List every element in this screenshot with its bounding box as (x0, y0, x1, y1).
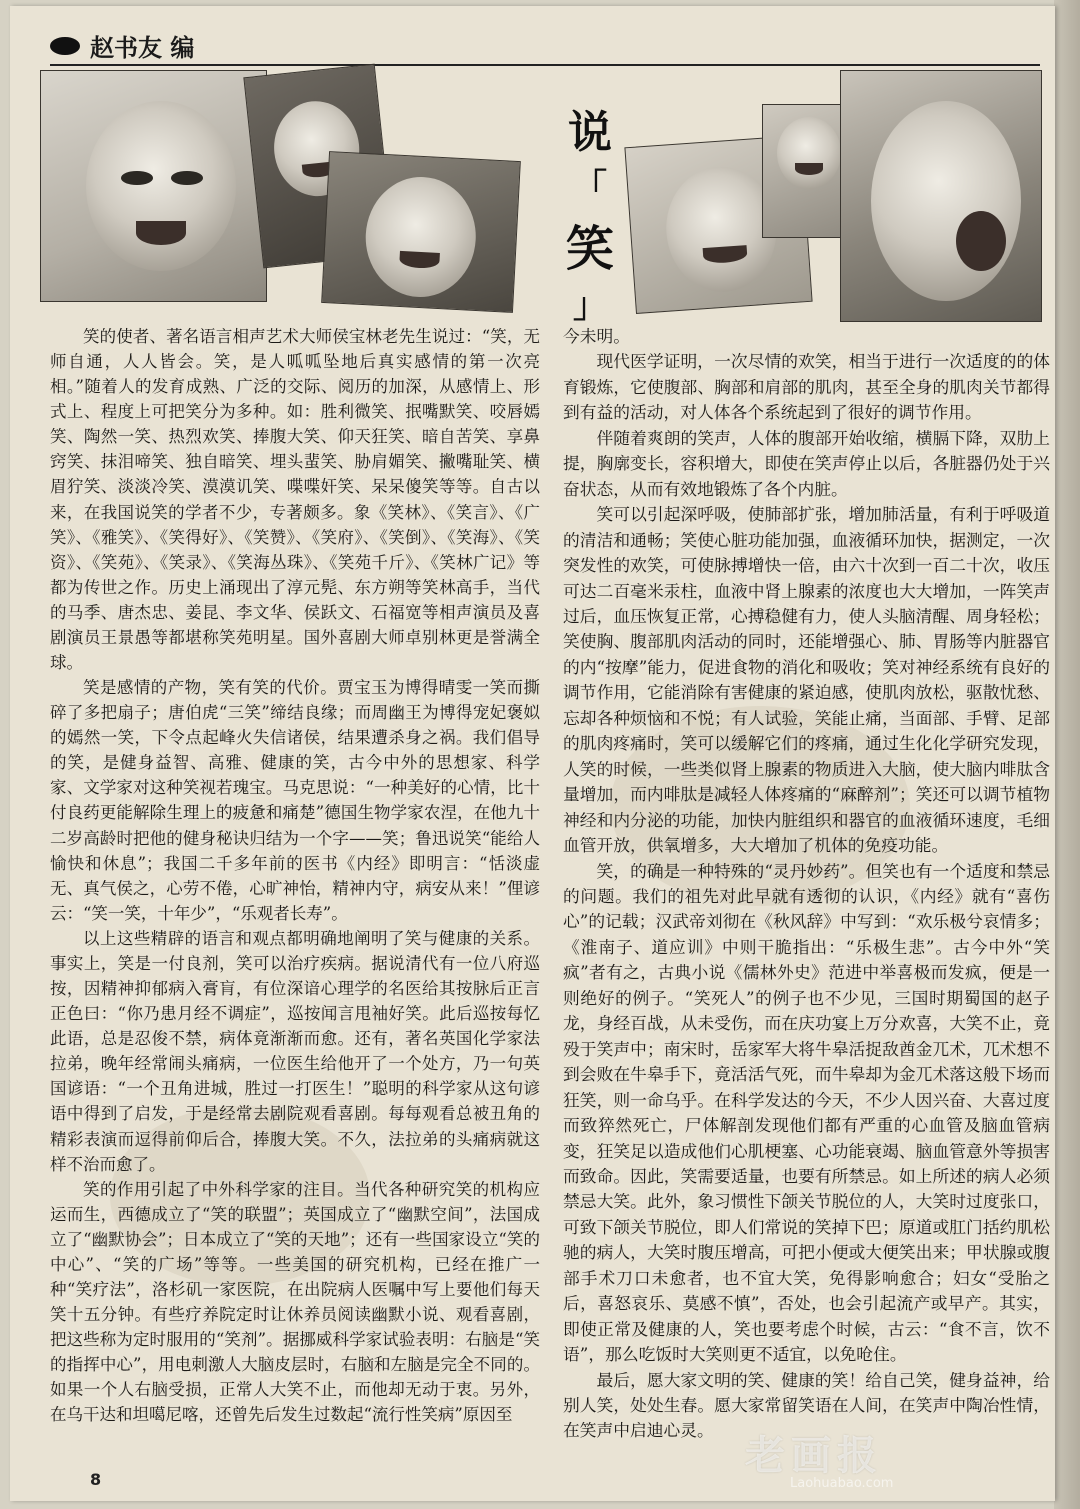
paragraph: 以上这些精辟的语言和观点都明确地阐明了笑与健康的关系。事实上，笑是一付良剂，笑可以治疗疾病。据说清代有一位八府巡按，因精神抑郁病入膏肓，有位深谙心理学的名医给其按脉后正言正色曰：“你乃患月经不调症”，巡按闻言甩袖好笑。此后巡按每忆此语，总是忍俊不禁，病体竟渐渐而愈。还有，著名英国化学家法拉弟，晚年经常闹头痛病，一位医生给他开了一个处方，乃一句英国谚语：“一个丑角进城，胜过一打医生！”聪明的科学家从这句谚语中得到了启发，于是经常去剧院观看喜剧。每每观看总被丑角的精彩表演而逗得前仰后合，捧腹大笑。不久，法拉弟的头痛病就这样不治而愈了。 (50, 928, 540, 1174)
paragraph: 现代医学证明，一次尽情的欢笑，相当于进行一次适度的的体育锻炼，它使腹部、胸部和肩部的肌肉，甚至全身的肌肉关节都得到有益的活动，对人体各个系统起到了很好的调节作用。 (563, 351, 1050, 423)
title-open-bracket: 「 (573, 167, 607, 207)
open-mouth-laugh-photo (840, 70, 1042, 322)
page-edge (1054, 0, 1080, 1509)
article-column-right (563, 324, 1050, 1444)
paragraph: 笑的作用引起了中外科学家的注目。当代各种研究笑的机构应运而生，西德成立了“笑的联盟”；英国成立了“幽默空间”，法国成立了“幽默协会”；日本成立了“笑的天地”；还有一些国家设立“笑的中心”、“笑的广场”等等。一些美国的研究机构，已经在推广一种“笑疗法”，洛杉矶一家医院，在出院病人医嘱中写上要他们每天笑十五分钟。有些疗养院定时让休养员阅读幽默小说、观看喜剧，把这些称为定时服用的“笑剂”。据挪威科学家试验表明：右脑是“笑的指挥中心”，用电刺激人大脑皮层时，右脑和左脑是完全不同的。如果一个人右脑受损，正常人大笑不止，而他却无动于衷。另外，在乌干达和坦噶尼喀，还曾先后发生过数起“流行性笑病”原因至 (50, 1179, 540, 1425)
title-say: 说 (568, 107, 612, 158)
paragraph: 笑是感情的产物，笑有笑的代价。贾宝玉为博得晴雯一笑而撕碎了多把扇子；唐伯虎“三笑”缔结良缘；而周幽王为博得宠妃褒姒的嫣然一笑，下令点起峰火失信诸侯，结果遭杀身之祸。我们倡导的笑，是健身益智、高雅、健康的笑，古今中外的思想家、科学家、文学家对这种笑视若瑰宝。马克思说：“一种美好的心情，比十付良药更能解除生理上的疲惫和痛楚”德国生物学家农涅，在他九十二岁高龄时把他的健身秘诀归结为一个字——笑；鲁迅说笑“能给人愉快和休息”；我国二千多年前的医书《内经》即明言：“恬淡虚无、真气侯之，心劳不倦，心旷神怡，精神内守，病安从来！”俚谚云：“笑一笑，十年少”，“乐观者长寿”。 (50, 678, 540, 923)
paragraph: 笑的使者、著名语言相声艺术大师侯宝林老先生说过：“笑，无师自通，人人皆会。笑，是人呱呱坠地后真实感情的第一次亮相。”随着人的发育成熟、广泛的交际、阅历的加深，从感情上、形式上、程度上可把笑分为多种。如：胜利微笑、抿嘴默笑、咬唇嫣笑、陶然一笑、热烈欢笑、捧腹大笑、仰天狂笑、暗自苦笑、享鼻窍笑、抹泪啼笑、独自暗笑、埋头蜚笑、胁肩媚笑、撇嘴耻笑、横眉狞笑、淡淡冷笑、漠漠讥笑、喋喋奸笑、呆呆傻笑等等。自古以来，在我国说笑的学者不少，专著颇多。象《笑林》、《笑言》、《广笑》、《雅笑》、《笑得好》、《笑赞》、《笑府》、《笑倒》、《笑海》、《笑资》、《笑苑》、《笑录》、《笑海丛珠》、《笑苑千斤》、《笑林广记》等都为传世之作。历史上涌现出了淳元髡、东方朔等笑林高手，当代的马季、唐杰忠、姜昆、李文华、侯跃文、石福宽等相声演员及喜剧演员王景愚等都堪称笑苑明星。国外喜剧大师卓别林更是誉满全球。 (50, 327, 540, 673)
girl-laughing-photo (321, 151, 521, 313)
baby-laughing-photo (40, 70, 267, 302)
watermark: 老画报 (745, 1433, 883, 1479)
paragraph: 最后，愿大家文明的笑、健康的笑！给自己笑，健身益神，给别人笑，处处生春。愿大家常留笑语在人间，在笑声中陶冶性情，在笑声中启迪心灵。 (563, 1369, 1050, 1441)
article-title (545, 96, 635, 326)
header-divider (50, 64, 1040, 66)
bullet-icon (50, 37, 80, 55)
watermark-site: Laohuabao.com (790, 1476, 894, 1491)
paragraph: 今未明。 (563, 326, 631, 346)
byline (50, 28, 194, 63)
page-number: 8 (90, 1470, 102, 1489)
paragraph: 伴随着爽朗的笑声，人体的腹部开始收缩，横膈下降，双肋上提，胸廓变长，容积增大，即使在笑声停止以后，各脏器仍处于兴奋状态，从而有效地锻炼了各个内脏。 (563, 427, 1050, 499)
article-column-left (50, 324, 540, 1427)
magazine-page (10, 6, 1055, 1501)
title-laugh: 笑 (565, 221, 614, 277)
title-close-bracket: 」 (573, 286, 607, 326)
paragraph: 笑，的确是一种特殊的“灵丹妙药”。但笑也有一个适度和禁忌的问题。我们的祖先对此早就有透彻的认识，《内经》就有“喜伤心”的记载；汉武帝刘彻在《秋风辞》中写到：“欢乐极兮哀情多；《淮南子、道应训》中则干脆指出：“乐极生悲”。古今中外“笑疯”者有之，古典小说《儒林外史》范进中举喜极而发疯，便是一则绝好的例子。“笑死人”的例子也不少见，三国时期蜀国的赵子龙，身经百战，从未受伤，而在庆功宴上万分欢喜，大笑不止，竟殁于笑声中；南宋时，岳家军大将牛皋活捉敌酋金兀术，兀术想不到会败在牛皋手下，竟活活气死，而牛皋却为金兀术落这般下场而狂笑，则一命乌乎。在科学发达的今天，不少人因兴奋、大喜过度而致猝然死亡，尸体解剖发现他们都有严重的心血管及脑血管病变，狂笑足以造成他们心肌梗塞、心功能衰竭、脑血管意外等损害而致命。因此，笑需要适量，也要有所禁忌。如上所述的病人必须禁忌大笑。此外，象习惯性下颌关节脱位的人，大笑时过度张口，可致下颌关节脱位，即人们常说的笑掉下巴；原道或肛门括约肌松驰的病人，大笑时腹压增高，可把小便或大便笑出来；甲状腺或腹部手术刀口未愈者，也不宜大笑，免得影响愈合；妇女“受胎之后，喜怒哀乐、莫感不慎”，否处，也会引起流产或早产。其实，即使正常及健康的人，笑也要考虑个时候，古云：“食不言，饮不语”，那么吃饭时大笑则更不适宜，以免呛住。 (563, 860, 1050, 1365)
author-line: 赵书友 编 (90, 34, 195, 62)
paragraph: 笑可以引起深呼吸，使肺部扩张，增加肺活量，有利于呼吸道的清洁和通畅；笑使心脏功能加强，血液循环加快，据测定，一次突发性的欢笑，可使脉搏增快一倍，由六十次到一百二十次，收压可达二百毫米汞柱，血液中肾上腺素的浓度也大大增加，一阵笑声过后，血压恢复正常，心搏稳健有力，使人头脑清醒、周身轻松；笑使胸、腹部肌肉活动的同时，还能增强心、肺、胃肠等内脏器官的内“按摩”能力，促进食物的消化和吸收；笑对神经系统有良好的调节作用，它能消除有害健康的紧迫感，使肌肉放松，驱散忧愁、忘却各种烦恼和不悦；有人试验，笑能止痛，当面部、手臂、足部的肌肉疼痛时，笑可以缓解它们的疼痛，通过生化化学研究发现，人笑的时候，一些类似肾上腺素的物质进入大脑，使大脑内啡肽含量增加，而内啡肽是减轻人体疼痛的“麻醉剂”；笑还可以调节植物神经和内分泌的功能，加快内脏组织和器官的血液循环速度，毛细血管开放，供氧增多，大大增加了机体的免疫功能。 (563, 504, 1050, 856)
